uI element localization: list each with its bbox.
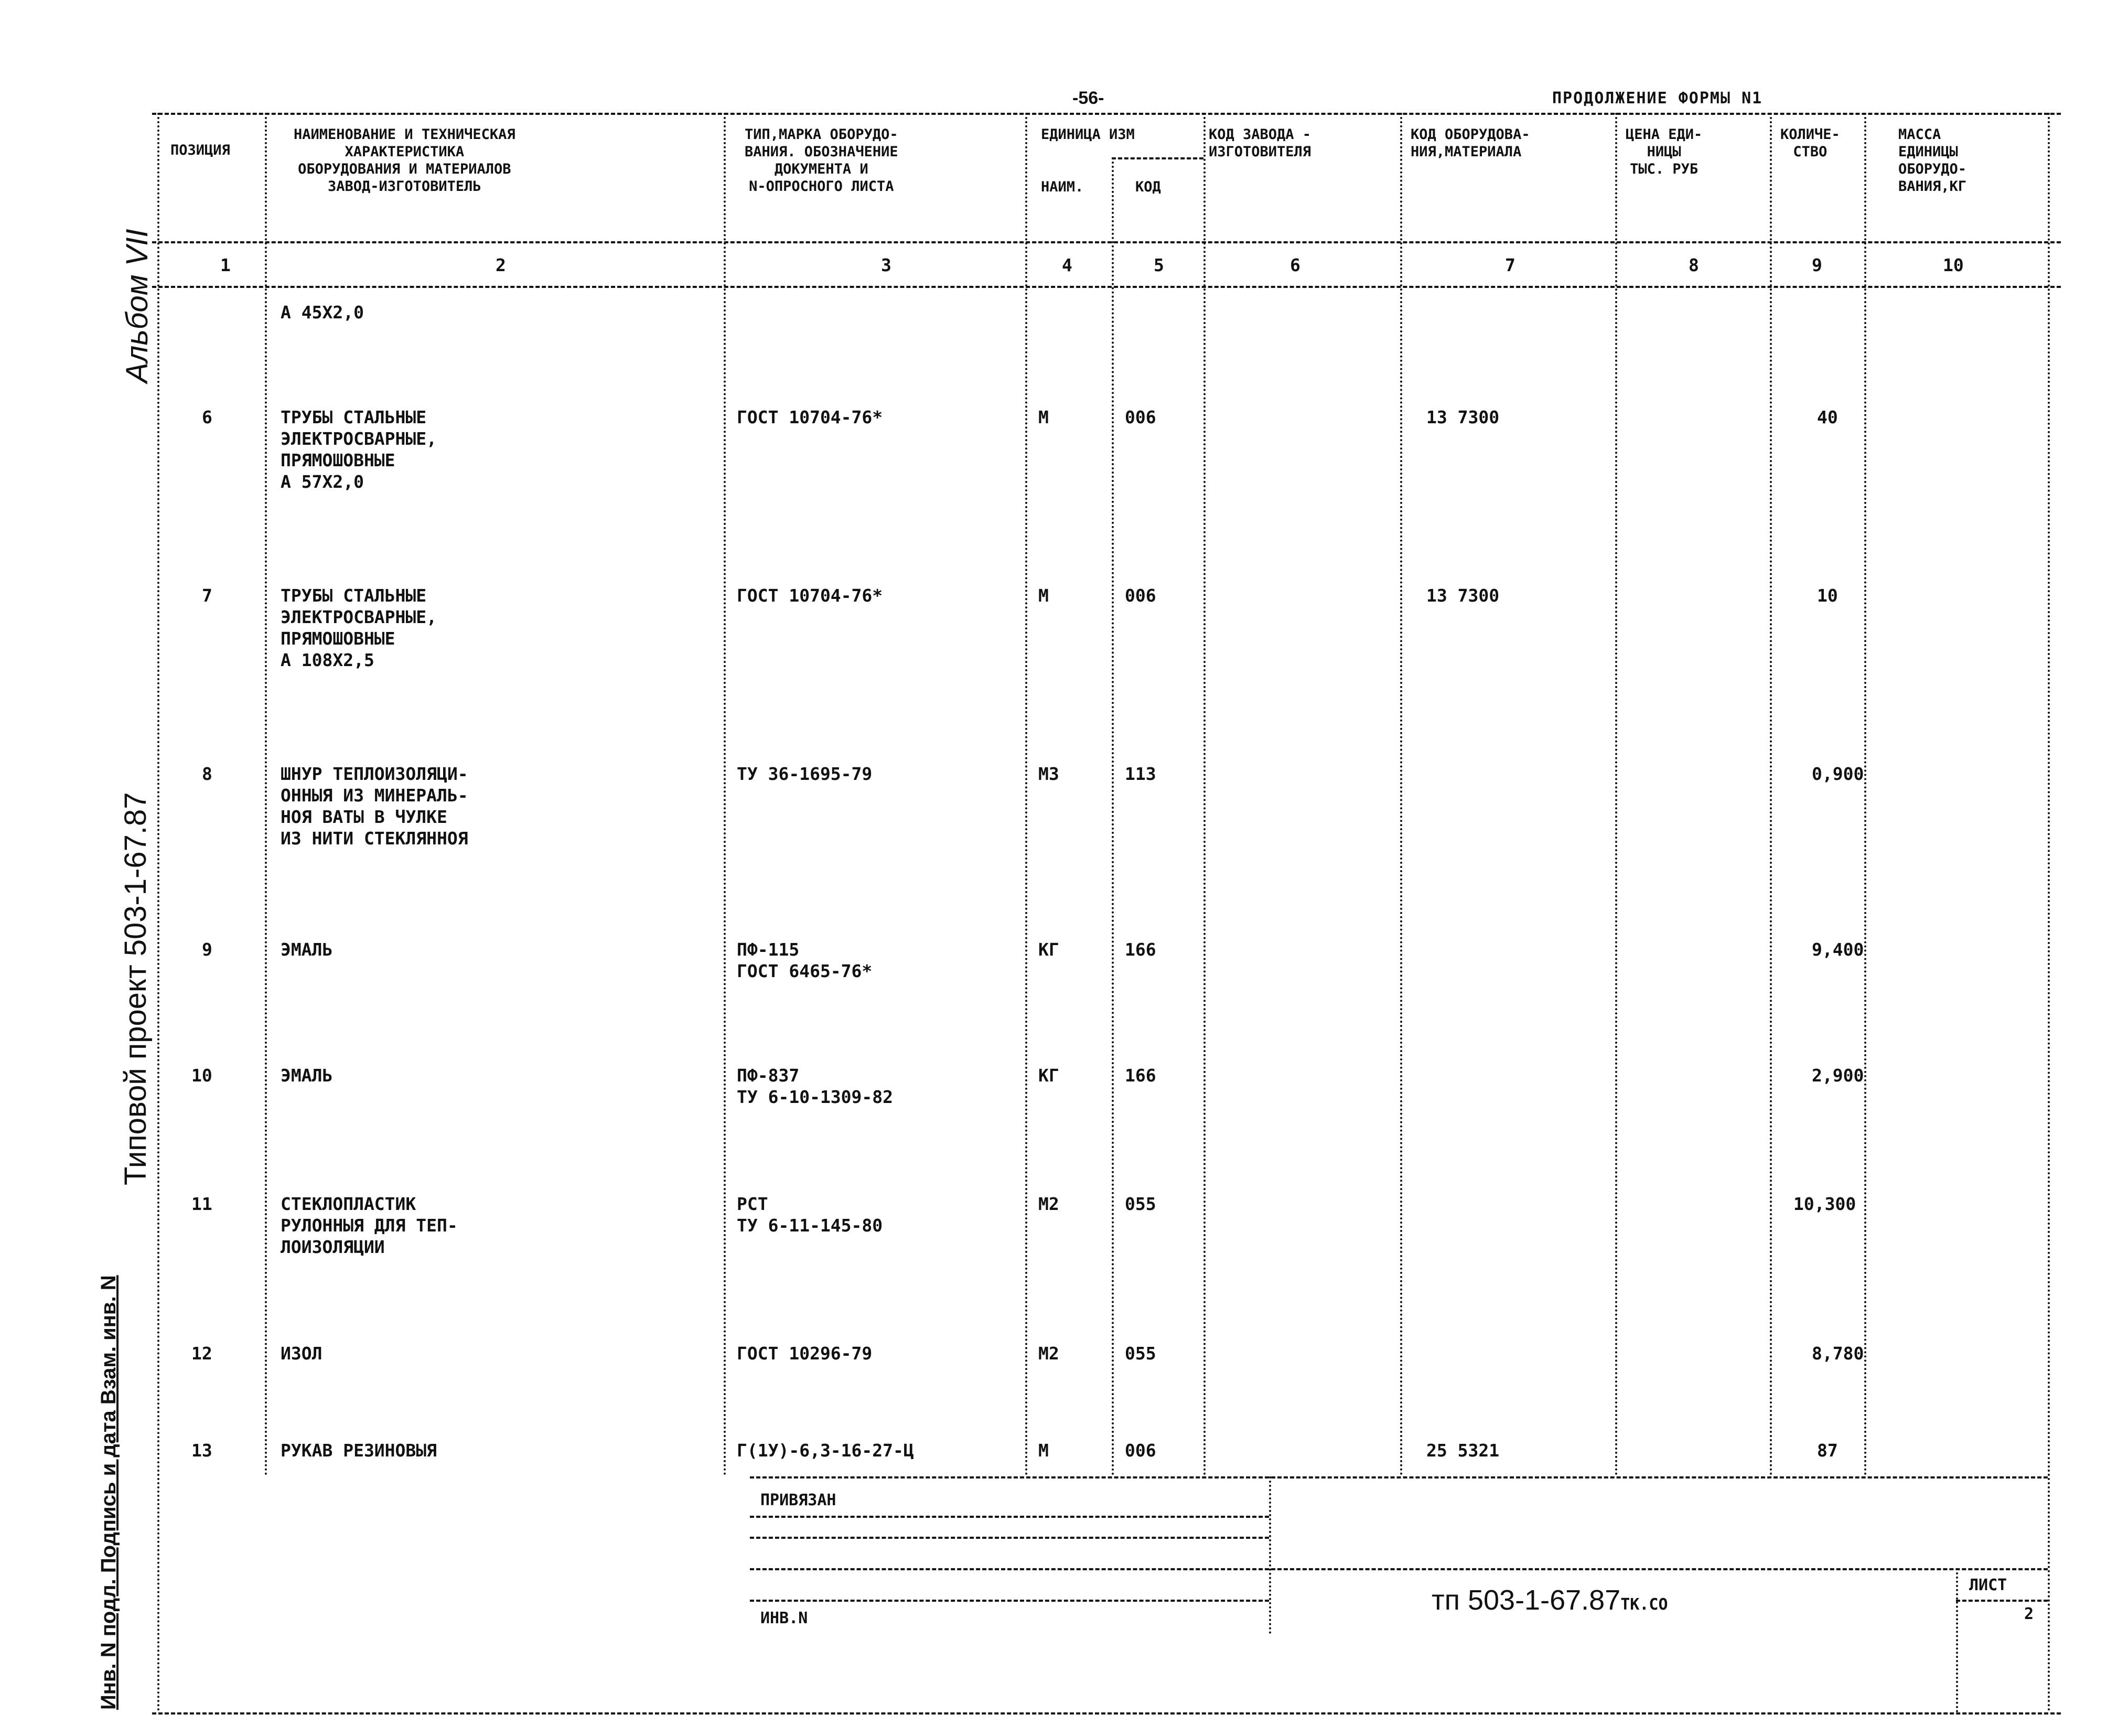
row-6-code: 006 (1125, 407, 1156, 427)
page-number: -56- (1072, 88, 1104, 108)
header-unit-name: НАИМ. (1041, 179, 1084, 195)
row-13-position: 13 (191, 1440, 212, 1461)
row-8-name: ШНУР ТЕПЛОИЗОЛЯЦИ- ОННЫЯ ИЗ МИНЕРАЛЬ- НОЯ ВАТЫ В ЧУЛКЕ ИЗ НИТИ СТЕКЛЯННОЯ (281, 764, 468, 849)
continuation-label: ПРОДОЛЖЕНИЕ ФОРМЫ N1 (1552, 89, 1763, 108)
row-7-position: 7 (202, 585, 212, 606)
row-10-quantity: 2,900 (1812, 1065, 1864, 1086)
table-top-border (152, 113, 2061, 115)
header-type: ТИП,МАРКА ОБОРУДО- ВАНИЯ. ОБОЗНАЧЕНИЕ ДОКУМЕНТА И N-ОПРОСНОГО ЛИСТА (745, 126, 898, 195)
sheet-box-divider (1956, 1568, 1958, 1712)
row-7-quantity: 10 (1817, 585, 1838, 606)
row-12-position: 12 (191, 1343, 212, 1364)
project-label: Типовой проект 503-1-67.87 (119, 792, 153, 1185)
document-code-suffix: ТК.СО (1620, 1595, 1668, 1614)
col-border-5 (1203, 113, 1206, 1476)
row-12-name: ИЗОЛ (281, 1343, 322, 1364)
row-7-name: ТРУБЫ СТАЛЬНЫЕ ЭЛЕКТРОСВАРНЫЕ, ПРЯМОШОВНЫЕ А 108Х2,5 (281, 585, 437, 670)
row-7-code: 006 (1125, 585, 1156, 606)
row-12-unit: М2 (1038, 1343, 1059, 1364)
col-border-right (2048, 113, 2050, 1712)
header-material-code: КОД ОБОРУДОВА- НИЯ,МАТЕРИАЛА (1411, 126, 1530, 160)
row-8-type: ТУ 36-1695-79 (737, 764, 873, 784)
document-code (1432, 1584, 1668, 1616)
row-8-quantity: 0,900 (1812, 764, 1864, 784)
col-border-8 (1770, 113, 1772, 1476)
row-10-code: 166 (1125, 1065, 1156, 1086)
col-border-7 (1615, 113, 1617, 1476)
col-border-2 (724, 113, 726, 1476)
row-13-material: 25 5321 (1426, 1440, 1500, 1461)
row-8-position: 8 (202, 764, 212, 784)
header-divider (152, 241, 2061, 243)
col-border-4 (1112, 157, 1114, 1476)
sheet-label: ЛИСТ (1969, 1576, 2007, 1594)
header-quantity: КОЛИЧЕ- СТВО (1780, 126, 1840, 160)
row-12-code: 055 (1125, 1343, 1156, 1364)
colnum-2: 2 (496, 255, 506, 275)
table-bottom-border (152, 1712, 2061, 1714)
col-border-1 (265, 113, 267, 1476)
row-9-code: 166 (1125, 939, 1156, 960)
inventory-number-label: ИНВ.N (760, 1609, 808, 1627)
row-7-material: 13 7300 (1426, 585, 1500, 606)
row-6-position: 6 (202, 407, 212, 427)
row-10-position: 10 (191, 1065, 212, 1086)
colnum-4: 4 (1062, 255, 1072, 275)
header-name: НАИМЕНОВАНИЕ И ТЕХНИЧЕСКАЯ ХАРАКТЕРИСТИКА ОБОРУДОВАНИЯ И МАТЕРИАЛОВ ЗАВОД-ИЗГОТОВИТЕЛЬ (294, 126, 515, 195)
row-11-type: РСТ ТУ 6-11-145-80 (737, 1194, 883, 1236)
row-9-position: 9 (202, 939, 212, 960)
colnum-7: 7 (1505, 255, 1515, 275)
col-border-left (157, 113, 159, 1712)
row-11-code: 055 (1125, 1194, 1156, 1214)
row-13-quantity: 87 (1817, 1440, 1838, 1461)
colnum-8: 8 (1689, 255, 1699, 275)
row-8-unit: М3 (1038, 764, 1059, 784)
col-border-9 (1864, 113, 1866, 1476)
col-border-6 (1400, 113, 1402, 1476)
row-9-unit: КГ (1038, 939, 1059, 960)
row-7-type: ГОСТ 10704-76* (737, 585, 883, 606)
row-11-quantity: 10,300 (1793, 1194, 1856, 1214)
privyazan-label: ПРИВЯЗАН (760, 1491, 836, 1509)
document-code-main: тп 503-1-67.87 (1432, 1584, 1621, 1616)
row-13-unit: М (1038, 1440, 1049, 1461)
colnum-5: 5 (1154, 255, 1164, 275)
row-6-unit: М (1038, 407, 1049, 427)
row-13-type: Г(1У)-6,3-16-27-Ц (737, 1440, 914, 1461)
header-factory-code: КОД ЗАВОДА - ИЗГОТОВИТЕЛЯ (1209, 126, 1312, 160)
stamp-line-1 (750, 1516, 1269, 1518)
row-12-type: ГОСТ 10296-79 (737, 1343, 873, 1364)
colnum-9: 9 (1812, 255, 1822, 275)
colnum-10: 10 (1943, 255, 1964, 275)
stamp-top-line (750, 1476, 2048, 1478)
row-6-name: ТРУБЫ СТАЛЬНЫЕ ЭЛЕКТРОСВАРНЫЕ, ПРЯМОШОВНЫЕ А 57Х2,0 (281, 407, 437, 492)
row-10-unit: КГ (1038, 1065, 1059, 1086)
stamp-fields-label: Инв. N подл. Подпись и дата Взам. инв. N (97, 1275, 120, 1710)
row-6-material: 13 7300 (1426, 407, 1500, 427)
row-11-name: СТЕКЛОПЛАСТИК РУЛОННЫЯ ДЛЯ ТЕП- ЛОИЗОЛЯЦИИ (281, 1194, 458, 1257)
sheet-box-line (1956, 1600, 2048, 1602)
row-6-type: ГОСТ 10704-76* (737, 407, 883, 427)
sheet-number: 2 (2024, 1605, 2034, 1623)
row-13-code: 006 (1125, 1440, 1156, 1461)
row-11-position: 11 (191, 1194, 212, 1214)
row-6-quantity: 40 (1817, 407, 1838, 427)
row-10-type: ПФ-837 ТУ 6-10-1309-82 (737, 1065, 894, 1107)
col-border-3 (1025, 113, 1027, 1476)
header-price: ЦЕНА ЕДИ- НИЦЫ ТЫС. РУБ (1626, 126, 1703, 177)
header-unit-code: КОД (1135, 179, 1161, 195)
header-unit: ЕДИНИЦА ИЗМ (1041, 126, 1135, 143)
stamp-line-3 (750, 1568, 2048, 1570)
colnum-6: 6 (1290, 255, 1300, 275)
row-8-code: 113 (1125, 764, 1156, 784)
stamp-line-2 (750, 1537, 1269, 1539)
stamp-divider (1269, 1476, 1271, 1634)
row-10-name: ЭМАЛЬ (281, 1065, 333, 1086)
row-0-name: А 45Х2,0 (281, 302, 364, 323)
row-7-unit: М (1038, 585, 1049, 606)
row-12-quantity: 8,780 (1812, 1343, 1864, 1364)
row-9-name: ЭМАЛЬ (281, 939, 333, 960)
colnum-3: 3 (881, 255, 891, 275)
unit-subheader-divider (1112, 157, 1203, 159)
album-label: Альбом VII (120, 229, 154, 383)
colnum-divider (152, 286, 2061, 288)
row-9-quantity: 9,400 (1812, 939, 1864, 960)
header-mass: МАССА ЕДИНИЦЫ ОБОРУДО- ВАНИЯ,КГ (1898, 126, 1967, 195)
row-11-unit: М2 (1038, 1194, 1059, 1214)
row-13-name: РУКАВ РЕЗИНОВЫЯ (281, 1440, 437, 1461)
stamp-line-4 (750, 1600, 1269, 1602)
row-9-type: ПФ-115 ГОСТ 6465-76* (737, 939, 873, 981)
header-position: ПОЗИЦИЯ (170, 142, 230, 158)
colnum-1: 1 (220, 255, 231, 275)
